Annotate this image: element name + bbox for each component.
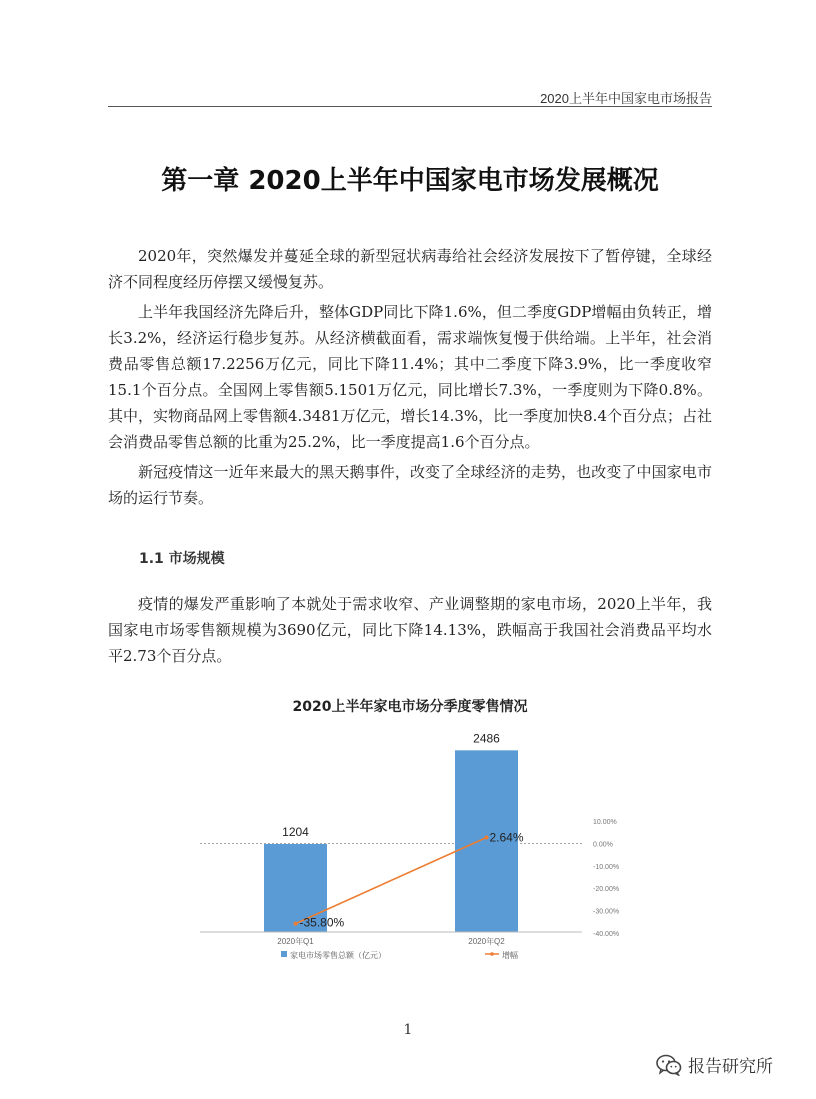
y2-tick-label-3: -10.00% xyxy=(593,863,620,871)
y2-tick-label-1: 10.00% xyxy=(593,819,617,826)
growth-point-1 xyxy=(294,922,298,926)
paragraph-2: 上半年我国经济先降后升，整体GDP同比下降1.6%，但二季度GDP增幅由负转正，增长3.2%，经济运行稳步复苏。从经济横截面看，需求端恢复慢于供给端。上半年，社会消费品零售总额17.2256万亿元，同比下降11.4%；其中二季度下降3.9%，比一季度收窄15.1个百分点。全国网上零售额5.1501万亿元，同比增长7.3%，一季度则为下降0.8%。其中，实物商品网上零售额4.3481万亿元，增长14.3%，比一季度加快8.4个百分点；占社会消费品零售总额的比重为25.2%，比一季度提高1.6个百分点。 xyxy=(108,303,712,451)
watermark xyxy=(656,1052,773,1077)
bar-value-label-1: 1204 xyxy=(282,825,309,840)
wechat-icon xyxy=(656,1054,682,1076)
bar-value-label-2: 2486 xyxy=(473,731,500,746)
x-tick-label-2: 2020年Q2 xyxy=(468,937,505,946)
y2-tick-label-6: -40.00% xyxy=(593,931,620,938)
legend-label-line: 增幅 xyxy=(502,951,518,960)
x-tick-label-1: 2020年Q1 xyxy=(277,937,314,946)
section-paragraph: 疫情的爆发严重影响了本就处于需求收窄、产业调整期的家电市场，2020上半年，我国家电市场零售额规模为3690亿元，同比下降14.13%，跌幅高于我国社会消费品平均水平2.73个百分点。 xyxy=(108,595,712,665)
section-heading: 1.1 市场规模 xyxy=(139,551,225,567)
legend-label-bar: 家电市场零售总额（亿元） xyxy=(290,951,386,960)
growth-label-2: 2.64% xyxy=(489,830,524,845)
growth-label-1: -35.80% xyxy=(299,915,345,930)
legend-swatch-bar xyxy=(281,951,287,957)
y2-tick-label-5: -30.00% xyxy=(593,908,620,916)
chapter-title: 第一章 2020上半年中国家电市场发展概况 xyxy=(161,166,659,196)
page-number: 1 xyxy=(403,1022,413,1038)
paragraph-3: 新冠疫情这一近年来最大的黑天鹅事件，改变了全球经济的走势，也改变了中国家电市场的运行节奏。 xyxy=(108,463,712,507)
growth-point-2 xyxy=(485,835,489,839)
legend-swatch-line-marker xyxy=(490,952,494,956)
y2-tick-label-4: -20.00% xyxy=(593,886,620,894)
running-header: 2020上半年中国家电市场报告 xyxy=(540,91,712,106)
y2-tick-label-2: 0.00% xyxy=(593,841,613,849)
paragraph-1: 2020年，突然爆发并蔓延全球的新型冠状病毒给社会经济发展按下了暂停键，全球经济不同程度经历停摆又缓慢复苏。 xyxy=(108,247,712,291)
chart-title: 2020上半年家电市场分季度零售情况 xyxy=(292,699,528,715)
watermark-text: 报告研究所 xyxy=(688,1057,773,1077)
